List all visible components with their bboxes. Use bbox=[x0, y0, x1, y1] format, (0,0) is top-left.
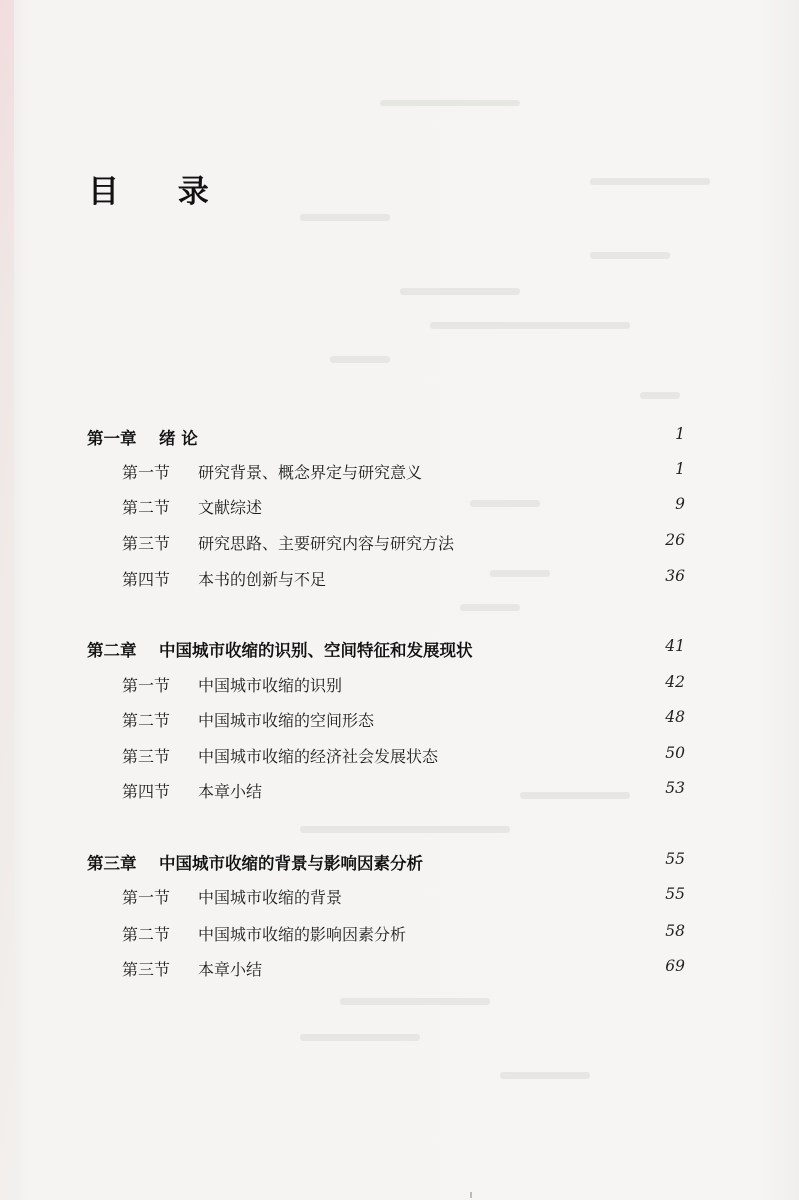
section-number: 第二节 bbox=[122, 498, 171, 517]
chapter-number: 第一章 bbox=[87, 429, 137, 448]
section-page-number: 1 bbox=[675, 460, 685, 478]
section-number: 第三节 bbox=[122, 960, 171, 979]
section-title: 中国城市收缩的空间形态 bbox=[198, 711, 375, 730]
bleed-through-line bbox=[430, 322, 630, 329]
section-number: 第三节 bbox=[122, 747, 171, 766]
section-page-number: 42 bbox=[665, 673, 685, 691]
section-page-number: 69 bbox=[665, 957, 685, 975]
section-title: 本书的创新与不足 bbox=[198, 570, 327, 589]
chapter-page-number: 55 bbox=[665, 850, 685, 868]
section-heading bbox=[122, 708, 374, 731]
section-row[interactable] bbox=[0, 673, 799, 703]
chapter-heading bbox=[87, 425, 198, 449]
page-edge-shadow bbox=[0, 0, 14, 1200]
bleed-through-line bbox=[400, 288, 520, 295]
section-title: 中国城市收缩的识别 bbox=[198, 676, 343, 695]
section-row[interactable] bbox=[0, 567, 799, 597]
bleed-through-line bbox=[340, 998, 490, 1005]
section-row[interactable] bbox=[0, 957, 799, 987]
chapter-title: 中国城市收缩的背景与影响因素分析 bbox=[159, 854, 423, 873]
bleed-through-line bbox=[460, 604, 520, 611]
section-row[interactable] bbox=[0, 531, 799, 561]
section-heading bbox=[122, 460, 422, 483]
bleed-through-line bbox=[300, 214, 390, 221]
chapter-page-number: 41 bbox=[665, 637, 685, 655]
section-row[interactable] bbox=[0, 708, 799, 738]
section-heading bbox=[122, 531, 454, 554]
chapter-number: 第三章 bbox=[87, 854, 137, 873]
section-page-number: 55 bbox=[665, 885, 685, 903]
section-heading bbox=[122, 885, 342, 908]
section-heading bbox=[122, 779, 262, 802]
section-number: 第四节 bbox=[122, 570, 171, 589]
section-number: 第一节 bbox=[122, 888, 171, 907]
bleed-through-line bbox=[300, 826, 510, 833]
bleed-through-line bbox=[500, 1072, 590, 1079]
chapter-row[interactable] bbox=[0, 850, 799, 880]
chapter-row[interactable] bbox=[0, 637, 799, 667]
section-number: 第二节 bbox=[122, 925, 171, 944]
section-number: 第三节 bbox=[122, 534, 171, 553]
bleed-through-header bbox=[380, 100, 520, 106]
section-row[interactable] bbox=[0, 744, 799, 774]
bleed-through-line bbox=[590, 252, 670, 259]
section-page-number: 48 bbox=[665, 708, 685, 726]
section-page-number: 53 bbox=[665, 779, 685, 797]
section-title: 研究思路、主要研究内容与研究方法 bbox=[198, 534, 455, 553]
chapter-heading bbox=[87, 850, 423, 874]
chapter-number: 第二章 bbox=[87, 641, 137, 660]
section-title: 本章小结 bbox=[198, 782, 263, 801]
section-title: 文献综述 bbox=[198, 498, 263, 517]
section-title: 研究背景、概念界定与研究意义 bbox=[198, 463, 423, 482]
section-number: 第四节 bbox=[122, 782, 171, 801]
bleed-through-line bbox=[300, 1034, 420, 1041]
chapter-heading bbox=[87, 637, 473, 661]
section-heading bbox=[122, 567, 326, 590]
section-number: 第一节 bbox=[122, 463, 171, 482]
section-heading bbox=[122, 922, 406, 945]
section-title: 本章小结 bbox=[198, 960, 263, 979]
section-number: 第一节 bbox=[122, 676, 171, 695]
section-row[interactable] bbox=[0, 495, 799, 525]
section-title: 中国城市收缩的影响因素分析 bbox=[198, 925, 407, 944]
bleed-through-line bbox=[590, 178, 710, 185]
chapter-title: 中国城市收缩的识别、空间特征和发展现状 bbox=[159, 641, 473, 660]
chapter-page-number: 1 bbox=[675, 425, 685, 443]
section-heading bbox=[122, 495, 262, 518]
section-page-number: 58 bbox=[665, 922, 685, 940]
section-heading bbox=[122, 673, 342, 696]
chapter-row[interactable] bbox=[0, 425, 799, 455]
page-mark bbox=[470, 1192, 472, 1198]
toc-title: 目 录 bbox=[88, 174, 233, 210]
section-row[interactable] bbox=[0, 460, 799, 490]
section-page-number: 50 bbox=[665, 744, 685, 762]
section-number: 第二节 bbox=[122, 711, 171, 730]
section-page-number: 36 bbox=[665, 567, 685, 585]
chapter-title: 绪 论 bbox=[159, 429, 198, 448]
section-page-number: 9 bbox=[675, 495, 685, 513]
bleed-through-line bbox=[640, 392, 680, 399]
bleed-through-line bbox=[330, 356, 390, 363]
section-title: 中国城市收缩的背景 bbox=[198, 888, 343, 907]
section-row[interactable] bbox=[0, 779, 799, 809]
section-row[interactable] bbox=[0, 885, 799, 915]
section-row[interactable] bbox=[0, 922, 799, 952]
section-title: 中国城市收缩的经济社会发展状态 bbox=[198, 747, 439, 766]
section-page-number: 26 bbox=[665, 531, 685, 549]
section-heading bbox=[122, 744, 438, 767]
section-heading bbox=[122, 957, 262, 980]
